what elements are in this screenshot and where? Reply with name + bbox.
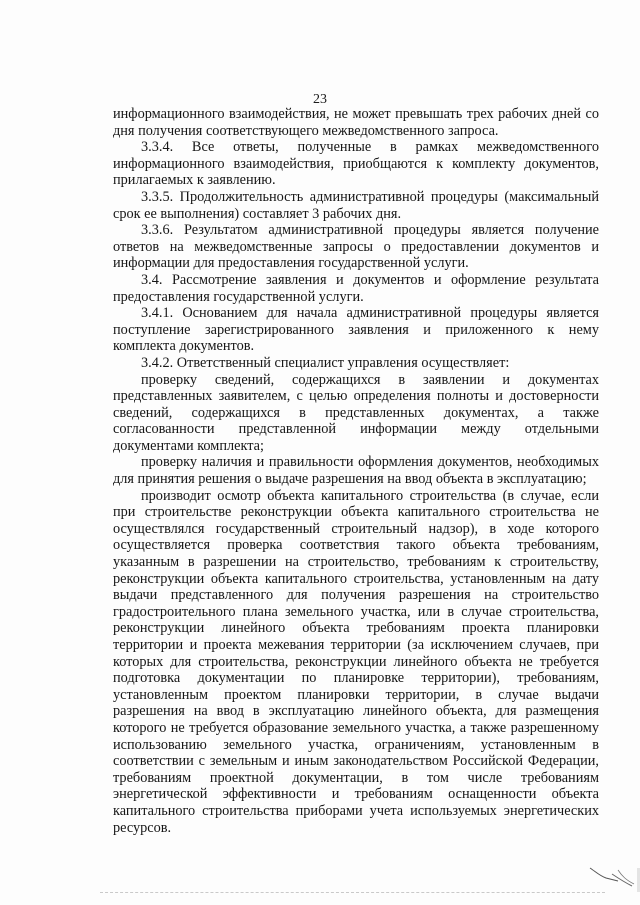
bottom-rule [100,892,605,893]
list-item-object-inspection: производит осмотр объекта капитального строительства (в случае, если при строительстве реконструкции объекта капитального строительства не осуществлялся государственный строительный надзор), в ходе которого осуществляется проверка соответствия такого объекта требованиям, указанным в разрешении на строительство, требованиям к строительству, реконструкции объекта капитального строительства, установленным на дату выдачи представленного для получения разрешения на строительство градостроительного плана земельного участка, или в случае строительства, реконструкции линейного объекта требованиям проекта планировки территории и проекта межевания территории (за исключением случаев, при которых для строительства, реконструкции линейного объекта не требуется подготовка документации по планировке территории), требованиям, установленным проектом планировки территории, в случае выдачи разрешения на ввод в эксплуатацию линейного объекта, для размещения которого не требуется образование земельного участка, а также разрешенному использованию земельного участка, ограничениям, установленным в соответствии с земельным и иным законодательством Российской Федерации, требованиям проектной документации, в том числе требованиям энергетической эффективности и требованиям оснащенности объекта капитального строительства приборами учета используемых энергетических ресурсов. [113,487,599,836]
list-item-check-documents: проверку наличия и правильности оформления документов, необходимых для принятия решения о выдаче разрешения на ввод объекта в эксплуатацию; [113,454,599,488]
document-body [113,106,599,836]
paragraph-3-3-4: 3.3.4. Все ответы, полученные в рамках межведомственного информационного взаимодействия, приобщаются к комплекту документов, прилагаемых к заявлению. [113,139,599,189]
paragraph-3-4-2: 3.4.2. Ответственный специалист управления осуществляет: [141,354,510,371]
handwritten-mark [588,862,636,890]
paragraph-3-3-5: 3.3.5. Продолжительность административной процедуры (максимальный срок ее выполнения) составляет 3 рабочих дня. [113,188,599,222]
paragraph-3-4-1: 3.4.1. Основанием для начала административной процедуры является поступление зарегистрированного заявления и приложенного к нему комплекта документов. [113,305,599,355]
paragraph-3-3-6: 3.3.6. Результатом административной процедуры является получение ответов на межведомственные запросы о предоставлении документов и информации для предоставления государственной услуги. [113,222,599,272]
page-number: 23 [313,92,327,107]
list-item-check-information: проверку сведений, содержащихся в заявлении и документах представленных заявителем, с целью определения полноты и достоверности сведений, содержащихся в представленных документах, а также согласованности представленной информации между отдельными документами комплекта; [113,371,599,454]
paragraph-3-4: 3.4. Рассмотрение заявления и документов и оформление результата предоставления государственной услуги. [113,271,599,305]
paragraph-continuation: информационного взаимодействия, не может превышать трех рабочих дней со дня получения соответствующего межведомственного запроса. [113,106,599,139]
